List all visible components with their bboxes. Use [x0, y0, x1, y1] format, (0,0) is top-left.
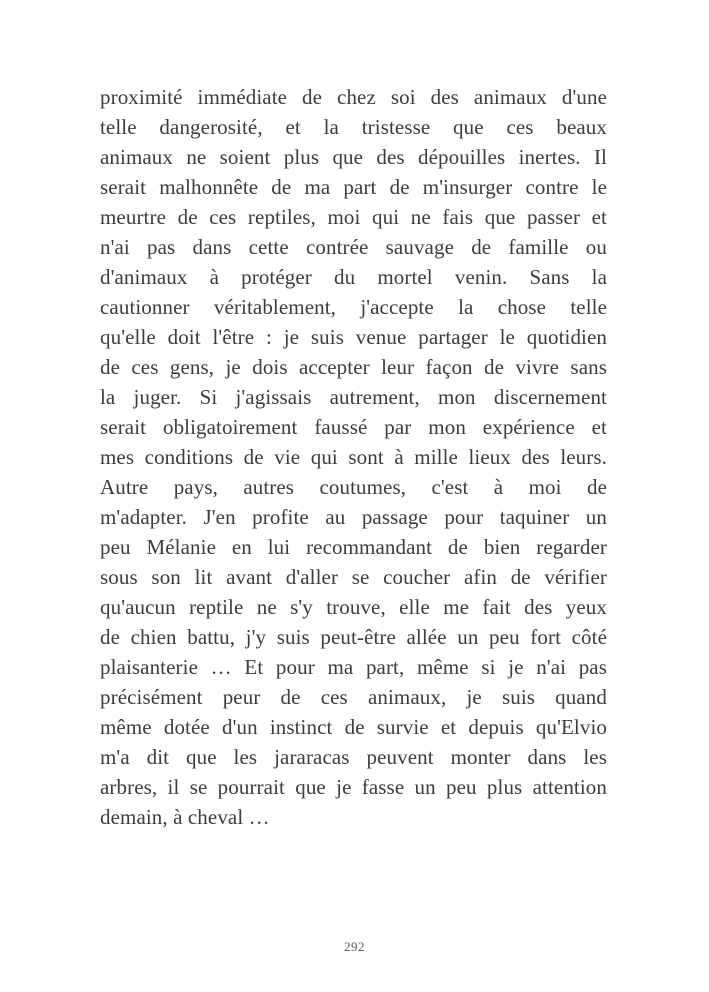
text-line: proximité immédiate de chez soi des animaux d'une [100, 85, 607, 109]
text-line: m'a dit que les jararacas peuvent monter dans les [100, 745, 607, 769]
text-line: d'animaux à protéger du mortel venin. Sans la [100, 265, 607, 289]
text-line: telle dangerosité, et la tristesse que ces beaux [100, 115, 607, 139]
text-line: plaisanterie … Et pour ma part, même si je n'ai pas [100, 655, 607, 679]
text-line: sous son lit avant d'aller se coucher afin de vérifier [100, 565, 607, 589]
text-line: de chien battu, j'y suis peut-être allée un peu fort côté [100, 625, 607, 649]
text-line: serait malhonnête de ma part de m'insurger contre le [100, 175, 607, 199]
text-line: peu Mélanie en lui recommandant de bien regarder [100, 535, 607, 559]
text-line: qu'aucun reptile ne s'y trouve, elle me fait des yeux [100, 595, 607, 619]
text-line: animaux ne soient plus que des dépouilles inertes. Il [100, 145, 607, 169]
text-line: mes conditions de vie qui sont à mille lieux des leurs. [100, 445, 607, 469]
text-line: qu'elle doit l'être : je suis venue partager le quotidien [100, 325, 607, 349]
text-line: de ces gens, je dois accepter leur façon de vivre sans [100, 355, 607, 379]
text-line: précisément peur de ces animaux, je suis quand [100, 685, 607, 709]
text-line: même dotée d'un instinct de survie et depuis qu'Elvio [100, 715, 607, 739]
text-line: serait obligatoirement faussé par mon expérience et [100, 415, 607, 439]
text-line: m'adapter. J'en profite au passage pour taquiner un [100, 505, 607, 529]
body-text [100, 82, 607, 832]
text-line: meurtre de ces reptiles, moi qui ne fais que passer et [100, 205, 607, 229]
text-line: la juger. Si j'agissais autrement, mon discernement [100, 385, 607, 409]
text-line: Autre pays, autres coutumes, c'est à moi de [100, 475, 607, 499]
text-line: cautionner véritablement, j'accepte la chose telle [100, 295, 607, 319]
text-line: arbres, il se pourrait que je fasse un peu plus attention [100, 775, 607, 799]
text-line-last: demain, à cheval … [100, 805, 270, 829]
text-line: n'ai pas dans cette contrée sauvage de famille ou [100, 235, 607, 259]
page-number: 292 [344, 939, 365, 954]
